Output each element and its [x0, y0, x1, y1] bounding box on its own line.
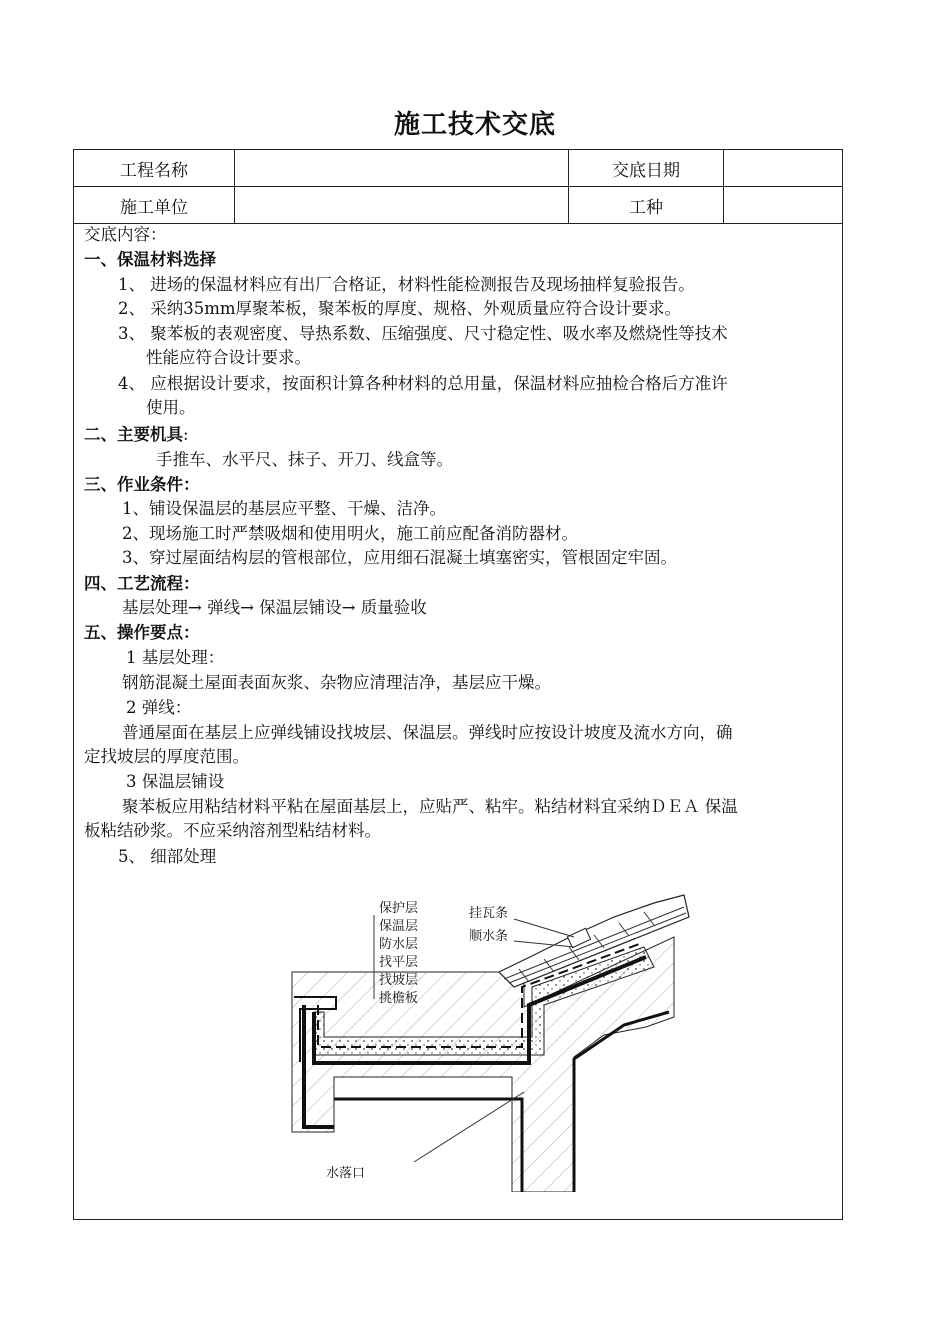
- section-4-body: 基层处理→ 弹线→ 保温层铺设→ 质量验收: [122, 598, 427, 617]
- header-table: [73, 149, 843, 224]
- label-leveling: 找平层: [379, 955, 419, 970]
- section-5-point-2-body: 普通屋面在基层上应弹线铺设找坡层、保温层。弹线时应按设计坡度及流水方向，确: [122, 723, 733, 742]
- leader-outlet: [414, 1092, 524, 1162]
- section-4-title: 四、工艺流程：: [84, 574, 200, 593]
- project-name-value: [235, 150, 569, 187]
- label-slope: 找坡层: [379, 973, 419, 988]
- label-water-outlet: 水落口: [326, 1166, 366, 1181]
- unit-value: [235, 187, 569, 224]
- section-5-point-1-body: 钢筋混凝土屋面表面灰浆、杂物应清理洁净，基层应干燥。: [122, 673, 551, 692]
- section-1-item-4-cont: 使用。: [146, 398, 196, 417]
- section-1-item-4: 4、 应根据设计要求，按面积计算各种材料的总用量，保温材料应抽检合格后方准许: [118, 374, 728, 393]
- section-3-item-2: 2、现场施工时严禁吸烟和使用明火，施工前应配备消防器材。: [122, 524, 578, 543]
- section-3-item-1: 1、铺设保温层的基层应平整、干燥、洁净。: [122, 499, 446, 518]
- section-1-item-1: 1、 进场的保温材料应有出厂合格证，材料性能检测报告及现场抽样复验报告。: [118, 275, 695, 294]
- section-5-point-3-body-cont: 板粘结砂浆。不应采纳溶剂型粘结材料。: [84, 821, 381, 840]
- section-5-point-5-title: 5、 细部处理: [118, 847, 217, 866]
- section-5-point-3-body: 聚苯板应用粘结材料平粘在屋面基层上，应贴严、粘牢。粘结材料宜采纳ＤＥＡ 保温: [122, 797, 738, 816]
- date-label: 交底日期: [569, 150, 724, 187]
- section-5-point-3-title: 3 保温层铺设: [126, 772, 225, 791]
- document-title: 施工技术交底: [393, 110, 556, 140]
- label-protect: 保护层: [379, 901, 419, 916]
- trade-value: [724, 187, 843, 224]
- content-intro: 交底内容：: [84, 225, 167, 244]
- label-waterproof: 防水层: [379, 937, 419, 952]
- section-5-point-2-body-cont: 定找坡层的厚度范围。: [84, 747, 249, 766]
- project-name-label: 工程名称: [74, 150, 235, 187]
- section-1-item-3-cont: 性能应符合设计要求。: [146, 348, 311, 367]
- section-3-item-3: 3、穿过屋面结构层的管根部位，应用细石混凝土填塞密实，管根固定牢固。: [122, 548, 677, 567]
- section-2-colon: :: [183, 425, 189, 444]
- section-3-title: 三、作业条件：: [84, 475, 200, 494]
- label-eave-slab: 挑檐板: [379, 991, 419, 1006]
- section-2-title: [84, 424, 189, 446]
- eave-detail-diagram: [274, 887, 694, 1192]
- trade-label: 工种: [569, 187, 724, 224]
- section-5-point-2-title: 2 弹线：: [126, 698, 192, 717]
- label-counter-batten: 顺水条: [469, 929, 509, 944]
- section-1-title: 一、保温材料选择: [84, 250, 216, 269]
- section-1-item-3: 3、 聚苯板的表观密度、导热系数、压缩强度、尺寸稳定性、吸水率及燃烧性等技术: [118, 324, 728, 343]
- section-5-point-1-title: 1 基层处理：: [126, 648, 225, 667]
- date-value: [724, 150, 843, 187]
- section-1-item-2: 2、 采纳35mm厚聚苯板，聚苯板的厚度、规格、外观质量应符合设计要求。: [118, 299, 682, 318]
- section-2-body: 手推车、水平尺、抹子、开刀、线盒等。: [156, 450, 453, 469]
- leader-tile: [514, 919, 574, 937]
- label-insulation: 保温层: [379, 919, 419, 934]
- section-5-title: 五、操作要点：: [84, 623, 200, 642]
- label-tile-batten: 挂瓦条: [469, 906, 509, 921]
- content-box: [73, 222, 843, 1220]
- section-2-title-text: 二、主要机具: [84, 425, 183, 444]
- unit-label: 施工单位: [74, 187, 235, 224]
